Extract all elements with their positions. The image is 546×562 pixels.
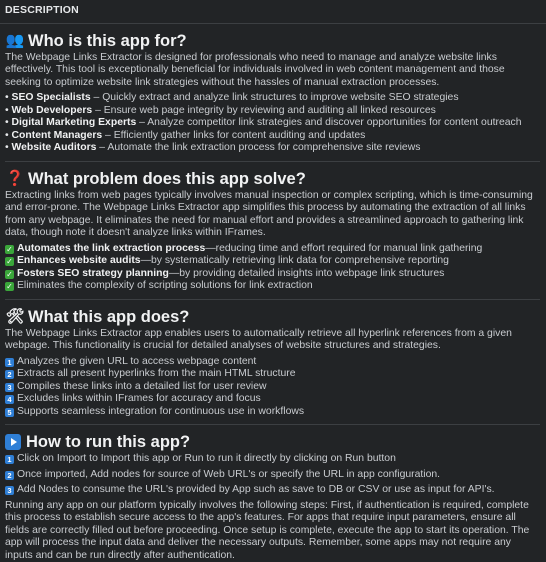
section-does <box>5 306 540 419</box>
list-item: • SEO Specialists – Quickly extract and analyze link structures to improve website SEO strategies <box>5 92 540 105</box>
list-item: 2 Extracts all present hyperlinks from the main HTML structure <box>5 368 540 381</box>
section-who-heading: Who is this app for? <box>28 30 187 52</box>
play-icon <box>5 434 21 450</box>
list-item: • Digital Marketing Experts – Analyze competitor link strategies and discover opportunities for content outreach <box>5 117 540 130</box>
list-item: 5 Supports seamless integration for continuous use in workflows <box>5 406 540 419</box>
features-list <box>5 356 540 419</box>
list-item: • Content Managers – Efficiently gather links for content auditing and updates <box>5 130 540 143</box>
checkmark-icon: ✓ <box>5 270 14 279</box>
divider <box>5 424 540 425</box>
list-item: 1 Analyzes the given URL to access webpage content <box>5 356 540 369</box>
list-item: 3 Compiles these links into a detailed list for user review <box>5 381 540 394</box>
section-does-intro: The Webpage Links Extractor app enables users to automatically retrieve all hyperlink references from a given webpage. This functionality is crucial for detailed analyses of website structures and strategies. <box>5 328 540 353</box>
section-run-title <box>5 431 540 453</box>
divider <box>0 23 546 24</box>
number-icon: 1 <box>5 358 14 367</box>
number-icon: 3 <box>5 383 14 392</box>
list-item: • Web Developers – Ensure web page integrity by reviewing and auditing all linked resources <box>5 105 540 118</box>
steps-list <box>5 453 540 497</box>
number-icon: 5 <box>5 408 14 417</box>
list-item: ✓ Automates the link extraction process—reducing time and effort required for manual link gathering <box>5 243 540 256</box>
list-item: 4 Excludes links within IFrames for accuracy and focus <box>5 393 540 406</box>
checkmark-icon: ✓ <box>5 245 14 254</box>
list-item: ✓ Enhances website audits—by systematically retrieving link data for comprehensive reporting <box>5 255 540 268</box>
section-problem-intro: Extracting links from web pages typically involves manual inspection or complex scripting, which is time-consuming and error-prone. The Webpage Links Extractor app simplifies this process by automating the extraction of all links from any webpage. It eliminates the need for manual effort and provides a streamlined approach to gathering link data, though note it doesn't analyze links within IFrames. <box>5 190 540 240</box>
list-item: 2 Once imported, Add nodes for source of Web URL's or specify the URL in app configuration. <box>5 469 540 482</box>
section-run <box>5 431 540 562</box>
number-icon: 3 <box>5 486 14 495</box>
divider <box>5 299 540 300</box>
number-icon: 2 <box>5 370 14 379</box>
section-who-title <box>5 30 540 52</box>
section-who-intro: The Webpage Links Extractor is designed for professionals who need to manage and analyze website links effectively. This tool is exceptionally beneficial for individuals involved in web content management and those seeking to optimize website link strategies without the hassles of manual extraction processes. <box>5 52 540 90</box>
section-problem-title <box>5 168 540 190</box>
description-label: DESCRIPTION <box>5 4 540 23</box>
list-item: ✓ Fosters SEO strategy planning—by providing detailed insights into webpage link structures <box>5 268 540 281</box>
divider <box>5 161 540 162</box>
section-run-outro: Running any app on our platform typically involves the following steps: First, if authentication is required, complete this process to establish secure access to the app's features. For apps that require input parameters, ensure all fields are correctly filled out before proceeding. Once setup is complete, execute the app to start its operation. The app will process the input data and deliver the necessary outputs. Remember, some apps may not require any inputs and can be run directly after authentication. <box>5 500 540 562</box>
list-item: 3 Add Nodes to consume the URL's provided by App such as save to DB or CSV or use as input for API's. <box>5 484 540 497</box>
section-run-heading: How to run this app? <box>26 431 190 453</box>
benefits-list <box>5 243 540 293</box>
list-item: • Website Auditors – Automate the link extraction process for comprehensive site reviews <box>5 142 540 155</box>
people-icon: 👥 <box>5 30 25 52</box>
section-who <box>5 30 540 155</box>
section-problem-heading: What problem does this app solve? <box>28 168 306 190</box>
list-item: 1 Click on Import to Import this app or Run to run it directly by clicking on Run button <box>5 453 540 466</box>
section-does-title <box>5 306 540 328</box>
tools-icon: 🛠 <box>5 306 25 328</box>
section-does-heading: What this app does? <box>28 306 189 328</box>
number-icon: 4 <box>5 395 14 404</box>
checkmark-icon: ✓ <box>5 282 14 291</box>
section-problem <box>5 168 540 293</box>
question-icon: ❓ <box>5 168 25 190</box>
number-icon: 2 <box>5 471 14 480</box>
checkmark-icon: ✓ <box>5 257 14 266</box>
list-item: ✓ Eliminates the complexity of scripting solutions for link extraction <box>5 280 540 293</box>
number-icon: 1 <box>5 455 14 464</box>
audience-list <box>5 92 540 155</box>
